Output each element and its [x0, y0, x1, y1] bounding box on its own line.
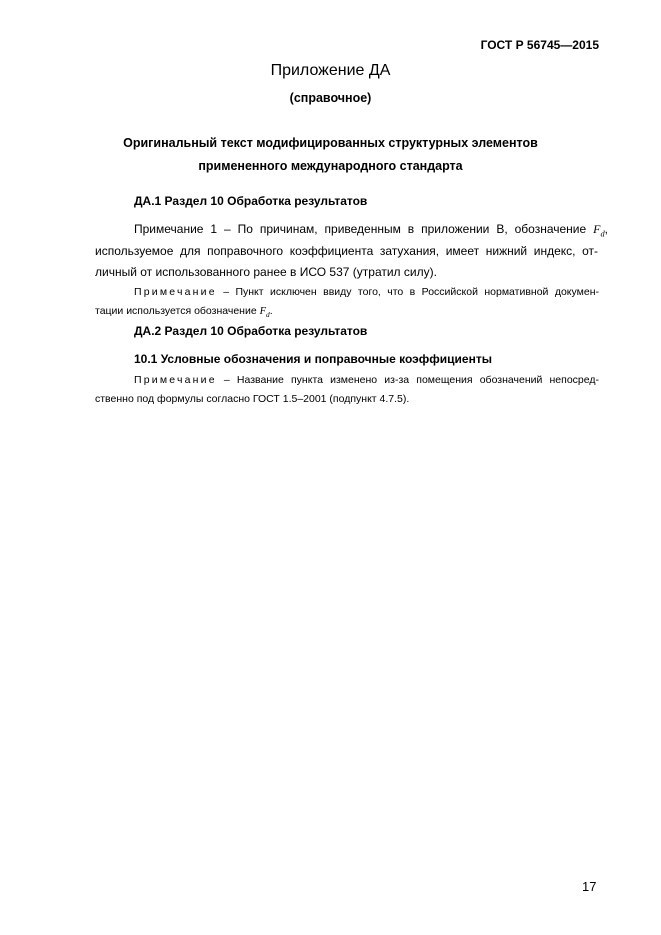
section-1-title: ДА.1 Раздел 10 Обработка результатов — [134, 194, 368, 208]
note-1-text: Примечание 1 – По причинам, приведенным в приложении В, обозначение — [134, 222, 587, 236]
note-1-line-3: личный от использованного ранее в ИСО 537 (утратил силу). — [95, 265, 437, 279]
note-label: Примечание — [134, 374, 217, 386]
note-1-line-2: используемое для поправочного коэффициента затухания, имеет нижний индекс, от- — [95, 244, 598, 258]
note-label: Примечание — [134, 286, 217, 298]
main-heading-line-2: примененного международного стандарта — [198, 159, 463, 173]
appendix-subtitle: (справочное) — [289, 91, 372, 105]
appendix-title: Приложение ДА — [270, 62, 391, 79]
note-2-line-2: тации используется обозначение $F_d$. — [95, 305, 273, 320]
note-3-line-2: ственно под формулы согласно ГОСТ 1.5–2001 (подпункт 4.7.5). — [95, 393, 410, 405]
note-2-line-1: Примечание – Пункт исключен ввиду того, что в Российской нормативной докумен- — [134, 286, 599, 298]
subsection-10-1-title: 10.1 Условные обозначения и поправочные коэффициенты — [134, 352, 492, 366]
note-3-line-1: Примечание – Название пункта изменено из-за помещения обозначений непосред- — [134, 374, 599, 386]
fd-symbol: $F_d$ — [259, 306, 270, 320]
note-1-line-1: Примечание 1 – По причинам, приведенным в приложении В, обозначение $F_d$, — [134, 222, 608, 239]
main-heading-line-1: Оригинальный текст модифицированных структурных элементов — [123, 136, 538, 150]
fd-symbol: $F_d$ — [593, 222, 605, 239]
page-number: 17 — [582, 879, 597, 894]
section-2-title: ДА.2 Раздел 10 Обработка результатов — [134, 324, 368, 338]
document-code: ГОСТ Р 56745—2015 — [480, 38, 599, 52]
